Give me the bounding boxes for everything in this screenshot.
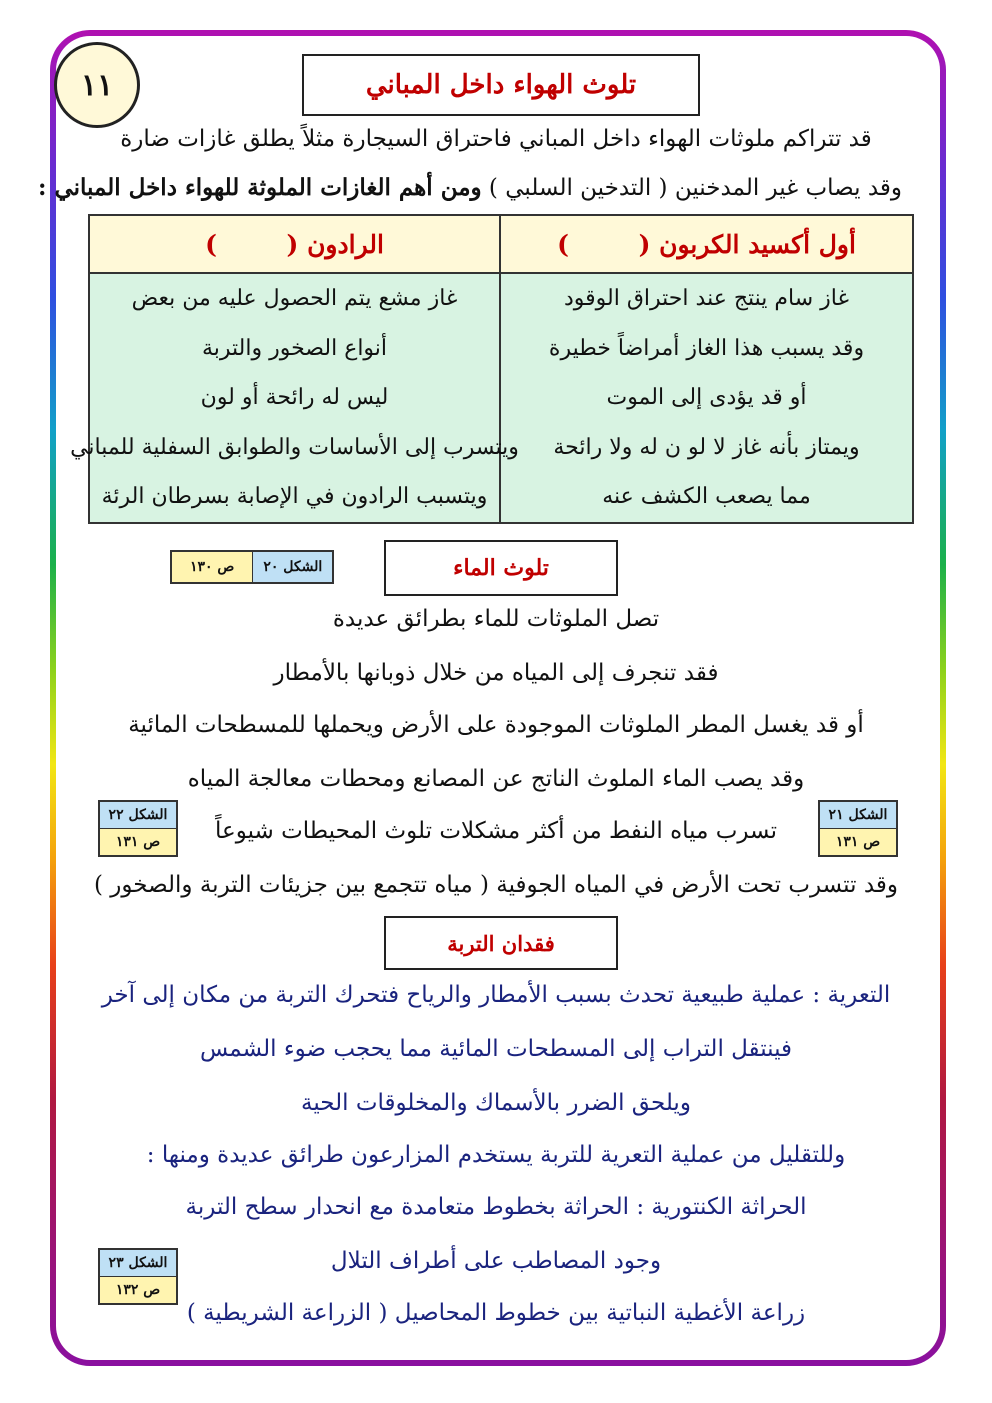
water-line-6: وقد تتسرب تحت الأرض في المياه الجوفية ( مياه تتجمع بين جزيئات التربة والصخور ) bbox=[93, 872, 899, 898]
gas-column-radon bbox=[70, 216, 519, 522]
figure-ref-21-label: الشكل ٢١ bbox=[820, 802, 896, 829]
page-number-badge bbox=[54, 42, 140, 128]
gas-line: ويمتاز بأنه غاز لا لو ن له ولا رائحة bbox=[553, 434, 860, 460]
soil-line-3: ويلحق الضرر بالأسماك والمخلوقات الحية bbox=[301, 1090, 691, 1116]
page-number: ١١ bbox=[80, 67, 114, 103]
water-line-4: وقد يصب الماء الملوث الناتج عن المصانع ومحطات معالجة المياه bbox=[187, 766, 805, 792]
gas-line: ويتسبب الرادون في الإصابة بسرطان الرئة bbox=[101, 484, 488, 510]
section-title-air-text: تلوث الهواء داخل المباني bbox=[365, 70, 637, 100]
figure-ref-22 bbox=[98, 800, 178, 857]
figure-ref-22-page: ص ١٣١ bbox=[100, 829, 176, 855]
gas-column-carbon-monoxide bbox=[501, 216, 912, 522]
figure-ref-22-label: الشكل ٢٢ bbox=[100, 802, 176, 829]
section-title-soil bbox=[384, 916, 618, 970]
air-intro-bold: ومن أهم الغازات الملوثة للهواء داخل المباني : bbox=[37, 174, 482, 201]
section-title-water-text: تلوث الماء bbox=[453, 555, 549, 581]
soil-line-2: فينتقل التراب إلى المسطحات المائية مما يحجب ضوء الشمس bbox=[199, 1036, 793, 1062]
figure-ref-23-page: ص ١٣٢ bbox=[100, 1277, 176, 1303]
gas-line: أنواع الصخور والتربة bbox=[201, 335, 388, 361]
gas-line: ويتسرب إلى الأساسات والطوابق السفلية للمباني bbox=[70, 434, 519, 460]
soil-line-5: الحراثة الكنتورية : الحراثة بخطوط متعامدة مع انحدار سطح التربة bbox=[185, 1194, 807, 1220]
gas-line: غاز مشع يتم الحصول عليه من بعض bbox=[131, 286, 458, 312]
water-line-3: أو قد يغسل المطر الملوثات الموجودة على الأرض ويحملها للمسطحات المائية bbox=[128, 712, 864, 738]
soil-line-7: زراعة الأغطية النباتية بين خطوط المحاصيل ( الزراعة الشريطية ) bbox=[186, 1300, 806, 1326]
soil-line-1: التعرية : عملية طبيعية تحدث بسبب الأمطار والرياح فتحرك التربة من مكان إلى آخر bbox=[101, 982, 891, 1008]
gas-line: غاز سام ينتج عند احتراق الوقود bbox=[564, 286, 850, 312]
air-intro-plain: وقد يصاب غير المدخنين ( التدخين السلبي ) bbox=[481, 175, 902, 201]
gas-line: أو قد يؤدى إلى الموت bbox=[606, 385, 807, 411]
air-intro-line-2 bbox=[37, 174, 902, 201]
gas-line: ليس له رائحة أو لون bbox=[200, 385, 389, 411]
gas-line: مما يصعب الكشف عنه bbox=[602, 484, 811, 510]
water-line-5: تسرب مياه النفط من أكثر مشكلات تلوث المحيطات شيوعاً bbox=[215, 818, 777, 844]
gas-header-carbon-monoxide: أول أكسيد الكربون ( ) bbox=[501, 216, 912, 274]
figure-ref-21 bbox=[818, 800, 898, 857]
water-line-2: فقد تنجرف إلى المياه من خلال ذوبانها بالأمطار bbox=[273, 660, 719, 686]
gas-line: وقد يسبب هذا الغاز أمراضاً خطيرة bbox=[548, 335, 865, 361]
section-title-air bbox=[302, 54, 700, 116]
water-line-1: تصل الملوثات للماء بطرائق عديدة bbox=[332, 606, 660, 632]
section-title-water bbox=[384, 540, 618, 596]
gas-header-radon: الرادون ( ) bbox=[90, 216, 499, 274]
gas-table bbox=[70, 214, 914, 524]
figure-ref-21-page: ص ١٣١ bbox=[820, 829, 896, 855]
figure-ref-20-page: ص ١٣٠ bbox=[172, 552, 252, 582]
soil-line-6: وجود المصاطب على أطراف التلال bbox=[330, 1248, 662, 1274]
soil-line-4: وللتقليل من عملية التعرية للتربة يستخدم المزارعون طرائق عديدة ومنها : bbox=[146, 1142, 846, 1168]
figure-ref-20-label: الشكل ٢٠ bbox=[252, 552, 332, 582]
air-intro-line-1: قد تتراكم ملوثات الهواء داخل المباني فاحتراق السيجارة مثلاً يطلق غازات ضارة bbox=[120, 126, 872, 152]
section-title-soil-text: فقدان التربة bbox=[447, 930, 555, 956]
figure-ref-23-label: الشكل ٢٣ bbox=[100, 1250, 176, 1277]
figure-ref-23 bbox=[98, 1248, 178, 1305]
figure-ref-20 bbox=[170, 550, 334, 584]
